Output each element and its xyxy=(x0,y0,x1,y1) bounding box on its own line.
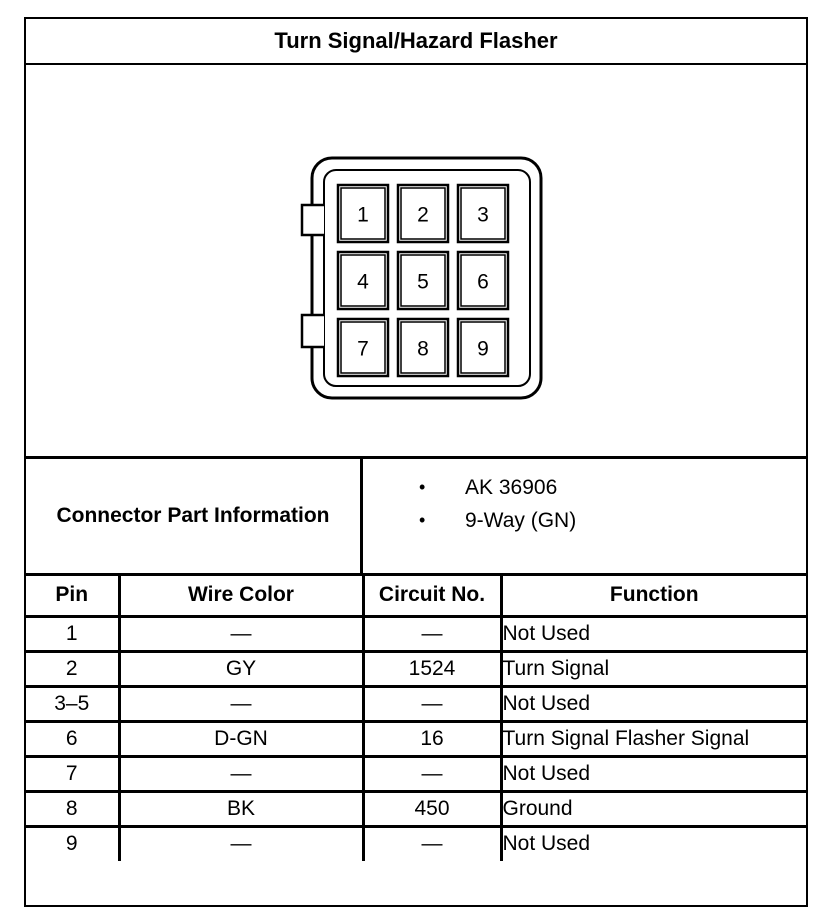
connector-face-svg xyxy=(26,65,806,459)
cell-pin: 9 xyxy=(26,826,119,861)
cell-pin: 6 xyxy=(26,721,119,756)
cell-wire-color: BK xyxy=(119,791,363,826)
table-row xyxy=(26,616,806,651)
cell-wire-color: — xyxy=(119,756,363,791)
header-circuit-no: Circuit No. xyxy=(363,576,501,616)
header-function: Function xyxy=(501,576,806,616)
cell-pin: 7 xyxy=(26,756,119,791)
page-title: Turn Signal/Hazard Flasher xyxy=(26,19,806,65)
connector-part-info xyxy=(26,459,806,576)
pin-number-label: 6 xyxy=(477,270,489,294)
cell-function: Not Used xyxy=(501,686,806,721)
table-header-row xyxy=(26,576,806,616)
header-wire-color: Wire Color xyxy=(119,576,363,616)
table-row xyxy=(26,651,806,686)
pin-number-label: 2 xyxy=(417,203,429,227)
cell-circuit: 16 xyxy=(363,721,501,756)
cell-circuit: — xyxy=(363,756,501,791)
header-pin: Pin xyxy=(26,576,119,616)
pin-number-label: 4 xyxy=(357,270,369,294)
bullet-icon: • xyxy=(419,510,426,530)
connector-latch-upper xyxy=(302,205,324,235)
cell-circuit: 450 xyxy=(363,791,501,826)
cell-wire-color: GY xyxy=(119,651,363,686)
cell-function: Turn Signal xyxy=(501,651,806,686)
part-info-list xyxy=(363,459,806,573)
cell-function: Not Used xyxy=(501,756,806,791)
pin-number-label: 5 xyxy=(417,270,429,294)
table-row xyxy=(26,826,806,861)
connector-type: 9-Way (GN) xyxy=(465,508,577,532)
cell-wire-color: — xyxy=(119,686,363,721)
pin-number-label: 3 xyxy=(477,203,489,227)
table-row xyxy=(26,791,806,826)
bullet-icon: • xyxy=(419,477,426,497)
pin-number-label: 8 xyxy=(417,337,429,361)
cell-function: Ground xyxy=(501,791,806,826)
part-info-item xyxy=(363,471,806,504)
cell-pin: 3–5 xyxy=(26,686,119,721)
document-frame xyxy=(24,17,808,907)
cell-circuit: — xyxy=(363,616,501,651)
table-row xyxy=(26,756,806,791)
cell-wire-color: — xyxy=(119,616,363,651)
cell-pin: 1 xyxy=(26,616,119,651)
connector-diagram xyxy=(26,65,806,459)
table-row xyxy=(26,686,806,721)
part-info-item xyxy=(363,504,806,537)
part-info-label: Connector Part Information xyxy=(26,459,363,573)
part-number: AK 36906 xyxy=(465,475,558,499)
cell-pin: 8 xyxy=(26,791,119,826)
connector-latch-lower xyxy=(302,315,324,347)
cell-function: Not Used xyxy=(501,616,806,651)
cell-circuit: — xyxy=(363,686,501,721)
cell-pin: 2 xyxy=(26,651,119,686)
cell-wire-color: D-GN xyxy=(119,721,363,756)
cell-circuit: — xyxy=(363,826,501,861)
cell-function: Turn Signal Flasher Signal xyxy=(501,721,806,756)
cell-function: Not Used xyxy=(501,826,806,861)
table-row xyxy=(26,721,806,756)
pin-number-label: 7 xyxy=(357,337,369,361)
pin-table xyxy=(26,576,806,861)
cell-wire-color: — xyxy=(119,826,363,861)
cell-circuit: 1524 xyxy=(363,651,501,686)
pin-number-label: 1 xyxy=(357,203,369,227)
pin-number-label: 9 xyxy=(477,337,489,361)
